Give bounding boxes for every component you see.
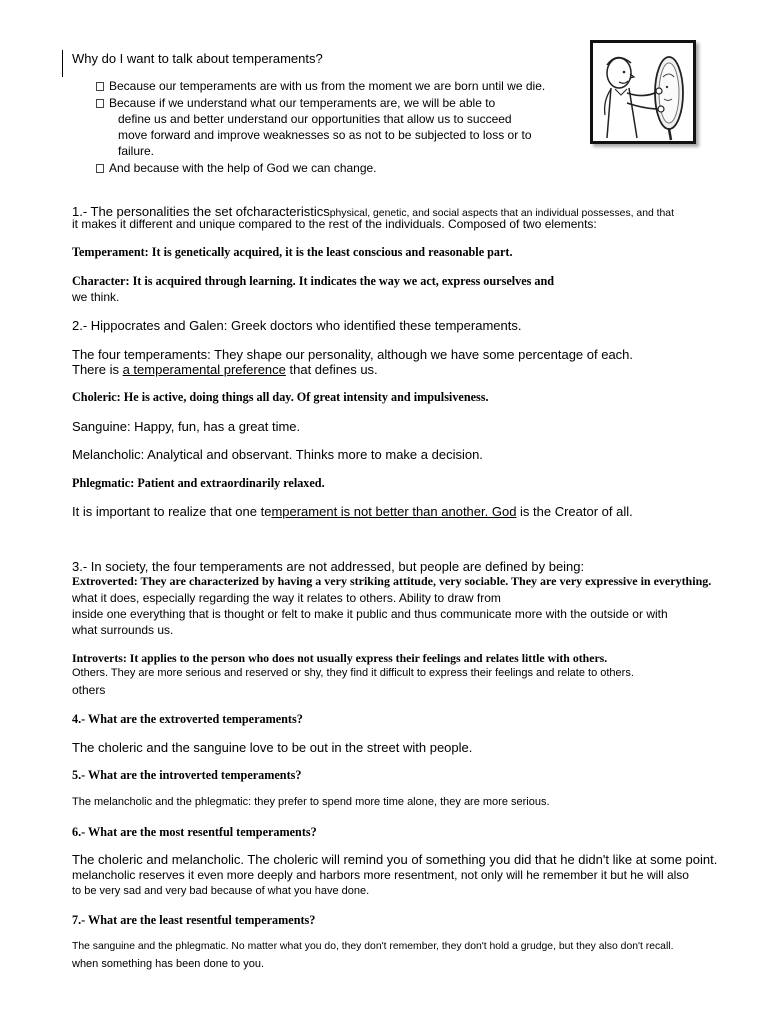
section-1-line-2: it makes it different and unique compared to the rest of the individuals. Composed of two elements: <box>72 217 597 231</box>
extroverted-line-4: what surrounds us. <box>72 623 174 637</box>
answer-7-line-1: The sanguine and the phlegmatic. No matter what you do, they don't remember, they don't hold a grudge, but they also don't recall. <box>72 941 674 952</box>
page-heading: Why do I want to talk about temperaments? <box>72 51 323 66</box>
text-cursor <box>62 50 63 77</box>
phlegmatic-description: Phlegmatic: Patient and extraordinarily relaxed. <box>72 476 325 490</box>
bullet-item-3: And because with the help of God we can change. <box>96 161 377 175</box>
four-temperaments-line-1: The four temperaments: They shape our personality, although we have some percentage of each. <box>72 347 634 362</box>
character-definition: Character: It is acquired through learning. It indicates the way we act, express ourselves and <box>72 274 555 288</box>
answer-7-line-2: when something has been done to you. <box>72 958 265 970</box>
bullet-box-icon <box>96 164 104 173</box>
bullet-box-icon <box>96 82 104 91</box>
bullet-item-2-line-3: move forward and improve weaknesses so as not to be subjected to loss or to <box>118 128 532 142</box>
temperament-definition: Temperament: It is genetically acquired, it is the least conscious and reasonable part. <box>72 245 513 259</box>
question-6: 6.- What are the most resentful temperaments? <box>72 825 317 839</box>
extroverted-definition: Extroverted: They are characterized by having a very striking attitude, very sociable. They are very expressive in everything. <box>72 574 712 588</box>
important-note: It is important to realize that one temperament is not better than another. God is the Creator of all. <box>72 504 633 519</box>
sanguine-description: Sanguine: Happy, fun, has a great time. <box>72 419 301 434</box>
bullet-item-2-line-2: define us and better understand our opportunities that allow us to succeed <box>118 112 512 126</box>
answer-6-line-1: The choleric and melancholic. The choleric will remind you of something you did that he didn't like at some point. <box>72 852 718 867</box>
answer-6-line-3: to be very sad and very bad because of what you have done. <box>72 885 370 897</box>
four-temperaments-line-2: There is a temperamental preference that defines us. <box>72 362 378 377</box>
section-2: 2.- Hippocrates and Galen: Greek doctors who identified these temperaments. <box>72 318 522 333</box>
character-definition-line-2: we think. <box>72 290 120 304</box>
question-5: 5.- What are the introverted temperaments? <box>72 768 302 782</box>
extroverted-line-2: what it does, especially regarding the way it relates to others. Ability to draw from <box>72 591 501 605</box>
question-4: 4.- What are the extroverted temperaments? <box>72 712 303 726</box>
bullet-item-2-line-4: failure. <box>118 144 155 158</box>
man-at-mirror-illustration <box>590 40 696 144</box>
man-at-mirror-icon <box>593 43 693 141</box>
answer-4: The choleric and the sanguine love to be out in the street with people. <box>72 740 473 755</box>
introverts-line-2: Others. They are more serious and reserved or shy, they find it difficult to express their feelings and relate to others. <box>72 667 634 679</box>
melancholic-description: Melancholic: Analytical and observant. Thinks more to make a decision. <box>72 447 483 462</box>
introverts-line-3: others <box>72 683 106 697</box>
introverts-definition: Introverts: It applies to the person who does not usually express their feelings and relates little with others. <box>72 651 608 665</box>
section-1-line-1: 1.- The personalities the set ofcharacteristicsphysical, genetic, and social aspects that an individual possesses, and that <box>72 204 674 219</box>
choleric-description: Choleric: He is active, doing things all day. Of great intensity and impulsiveness. <box>72 390 489 404</box>
answer-5: The melancholic and the phlegmatic: they prefer to spend more time alone, they are more serious. <box>72 796 550 808</box>
extroverted-line-3: inside one everything that is thought or felt to make it public and thus communicate more with the outside or with <box>72 607 668 621</box>
question-7: 7.- What are the least resentful temperaments? <box>72 913 316 927</box>
section-3-intro: 3.- In society, the four temperaments are not addressed, but people are defined by being: <box>72 559 585 574</box>
bullet-item-1: Because our temperaments are with us from the moment we are born until we die. <box>96 79 545 93</box>
answer-6-line-2: melancholic reserves it even more deeply and harbors more resentment, not only will he remember it but he will also <box>72 868 689 882</box>
bullet-box-icon <box>96 99 104 108</box>
bullet-item-2: Because if we understand what our temperaments are, we will be able to <box>96 96 495 110</box>
